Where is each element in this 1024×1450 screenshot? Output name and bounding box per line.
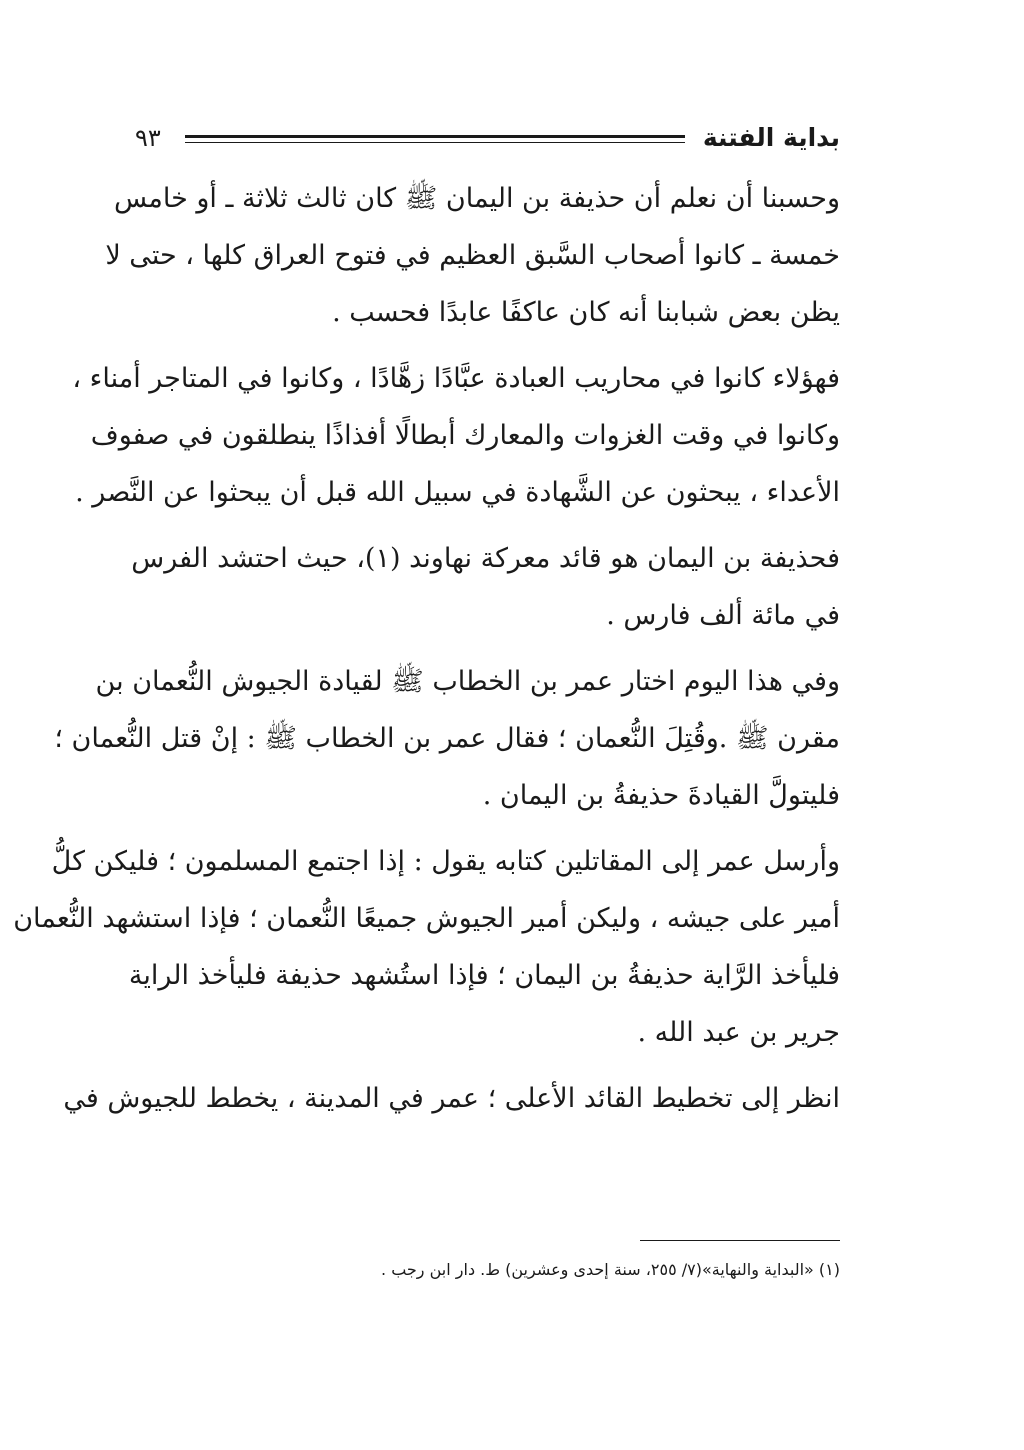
text-line: فحذيفة بن اليمان هو قائد معركة نهاوند (١)، حيث احتشد الفرس (131, 543, 840, 574)
text-line: يظن بعض شبابنا أنه كان عاكفًا عابدًا فحسب . (332, 297, 840, 328)
paragraph-2 (72, 350, 840, 521)
text-line: فليتولَّ القيادةَ حذيفةُ بن اليمان . (482, 780, 840, 811)
paragraph-6 (63, 1070, 840, 1127)
footnote: (١) «البداية والنهاية»(٧/ ٢٥٥، سنة إحدى وعشرين) ط. دار ابن رجب . (381, 1260, 840, 1279)
paragraph-1 (105, 170, 840, 341)
text-line: جرير بن عبد الله . (637, 1017, 840, 1048)
text-line: انظر إلى تخطيط القائد الأعلى ؛ عمر في المدينة ، يخطط للجيوش في (63, 1083, 840, 1114)
header-rule-thick (185, 135, 685, 138)
chapter-title: بداية الفتنة (702, 123, 840, 152)
body-text (13, 170, 840, 1136)
header-rule-thin (185, 142, 685, 143)
page-number: ٩٣ (135, 124, 161, 152)
text-line: فليأخذ الرَّاية حذيفةُ بن اليمان ؛ فإذا استُشهد حذيفة فليأخذ الراية (128, 960, 840, 991)
text-line: في مائة ألف فارس . (606, 600, 840, 631)
text-line: وأرسل عمر إلى المقاتلين كتابه يقول : إذا اجتمع المسلمون ؛ فليكن كلُّ (51, 846, 840, 877)
text-line: خمسة ـ كانوا أصحاب السَّبق العظيم في فتوح العراق كلها ، حتى لا (105, 240, 840, 271)
text-line: وكانوا في وقت الغزوات والمعارك أبطالًا أفذاذًا ينطلقون في صفوف (90, 420, 840, 451)
text-line: مقرن ﷺ .وقُتِلَ النُّعمان ؛ فقال عمر بن الخطاب ﷺ : إنْ قتل النُّعمان ؛ (54, 723, 840, 754)
paragraph-4 (54, 653, 840, 824)
text-line: أمير على جيشه ، وليكن أمير الجيوش جميعًا النُّعمان ؛ فإذا استشهد النُّعمان (13, 903, 840, 934)
paragraph-5 (13, 833, 840, 1061)
footnote-divider (640, 1240, 840, 1241)
text-line: وفي هذا اليوم اختار عمر بن الخطاب ﷺ لقيادة الجيوش النُّعمان بن (95, 666, 840, 697)
text-line: وحسبنا أن نعلم أن حذيفة بن اليمان ﷺ كان ثالث ثلاثة ـ أو خامس (113, 183, 840, 214)
text-line: فهؤلاء كانوا في محاريب العبادة عبَّادًا زهَّادًا ، وكانوا في المتاجر أمناء ، (72, 363, 840, 394)
paragraph-3 (133, 530, 840, 644)
page-header (135, 120, 840, 160)
text-line: الأعداء ، يبحثون عن الشَّهادة في سبيل الله قبل أن يبحثوا عن النَّصر . (75, 477, 840, 508)
